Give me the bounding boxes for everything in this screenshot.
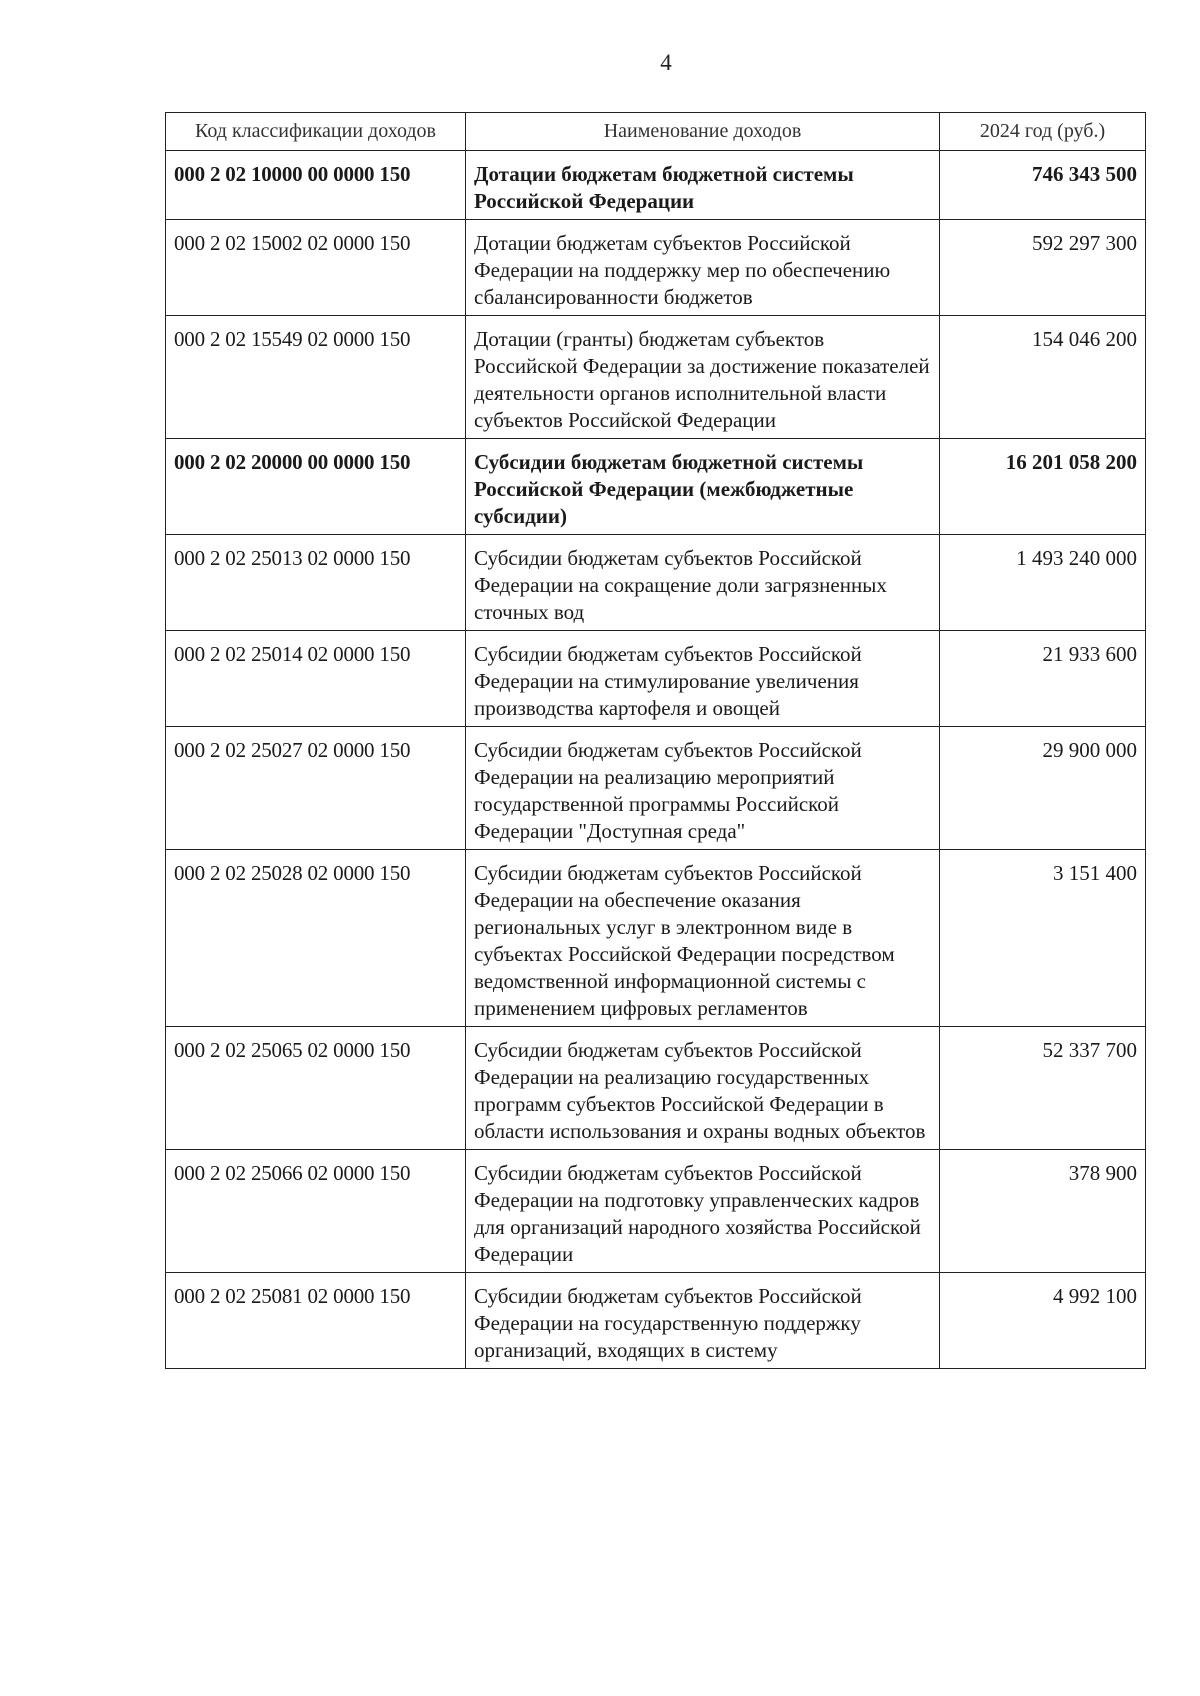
name-cell: Субсидии бюджетам субъектов Российской Федерации на государственную поддержку организаций, входящих в систему	[466, 1273, 940, 1369]
amount-cell: 52 337 700	[940, 1027, 1146, 1150]
amount-cell: 746 343 500	[940, 151, 1146, 220]
code-cell: 000 2 02 25028 02 0000 150	[166, 850, 466, 1027]
header-name: Наименование доходов	[466, 113, 940, 151]
page-number: 4	[660, 50, 672, 75]
income-table	[165, 112, 1146, 1369]
amount-cell: 378 900	[940, 1150, 1146, 1273]
table-row	[166, 1273, 1146, 1369]
name-cell: Субсидии бюджетам бюджетной системы Российской Федерации (межбюджетные субсидии)	[466, 439, 940, 535]
amount-cell: 29 900 000	[940, 727, 1146, 850]
table-row	[166, 151, 1146, 220]
amount-cell: 1 493 240 000	[940, 535, 1146, 631]
amount-cell: 21 933 600	[940, 631, 1146, 727]
name-cell: Субсидии бюджетам субъектов Российской Федерации на обеспечение оказания региональных услуг в электронном виде в субъектах Российской Федерации посредством ведомственной информационной системы с применением цифровых регламентов	[466, 850, 940, 1027]
header-row	[166, 113, 1146, 151]
table-row	[166, 850, 1146, 1027]
name-cell: Дотации (гранты) бюджетам субъектов Российской Федерации за достижение показателей деятельности органов исполнительной власти субъектов Российской Федерации	[466, 316, 940, 439]
name-cell: Субсидии бюджетам субъектов Российской Федерации на реализацию мероприятий государственной программы Российской Федерации "Доступная среда"	[466, 727, 940, 850]
amount-cell: 592 297 300	[940, 220, 1146, 316]
header-amount: 2024 год (руб.)	[940, 113, 1146, 151]
code-cell: 000 2 02 25081 02 0000 150	[166, 1273, 466, 1369]
code-cell: 000 2 02 20000 00 0000 150	[166, 439, 466, 535]
code-cell: 000 2 02 10000 00 0000 150	[166, 151, 466, 220]
table-row	[166, 1150, 1146, 1273]
table-row	[166, 631, 1146, 727]
code-cell: 000 2 02 15549 02 0000 150	[166, 316, 466, 439]
table-row	[166, 439, 1146, 535]
table-row	[166, 220, 1146, 316]
code-cell: 000 2 02 25027 02 0000 150	[166, 727, 466, 850]
amount-cell: 3 151 400	[940, 850, 1146, 1027]
amount-cell: 4 992 100	[940, 1273, 1146, 1369]
name-cell: Дотации бюджетам субъектов Российской Федерации на поддержку мер по обеспечению сбалансированности бюджетов	[466, 220, 940, 316]
name-cell: Субсидии бюджетам субъектов Российской Федерации на сокращение доли загрязненных сточных вод	[466, 535, 940, 631]
name-cell: Субсидии бюджетам субъектов Российской Федерации на реализацию государственных программ субъектов Российской Федерации в области использования и охраны водных объектов	[466, 1027, 940, 1150]
header-code: Код классификации доходов	[166, 113, 466, 151]
code-cell: 000 2 02 15002 02 0000 150	[166, 220, 466, 316]
table-row	[166, 535, 1146, 631]
amount-cell: 154 046 200	[940, 316, 1146, 439]
name-cell: Субсидии бюджетам субъектов Российской Федерации на подготовку управленческих кадров для организаций народного хозяйства Российской Федерации	[466, 1150, 940, 1273]
name-cell: Дотации бюджетам бюджетной системы Российской Федерации	[466, 151, 940, 220]
code-cell: 000 2 02 25066 02 0000 150	[166, 1150, 466, 1273]
table-row	[166, 727, 1146, 850]
table-row	[166, 1027, 1146, 1150]
code-cell: 000 2 02 25014 02 0000 150	[166, 631, 466, 727]
amount-cell: 16 201 058 200	[940, 439, 1146, 535]
code-cell: 000 2 02 25065 02 0000 150	[166, 1027, 466, 1150]
table-row	[166, 316, 1146, 439]
code-cell: 000 2 02 25013 02 0000 150	[166, 535, 466, 631]
name-cell: Субсидии бюджетам субъектов Российской Федерации на стимулирование увеличения производства картофеля и овощей	[466, 631, 940, 727]
